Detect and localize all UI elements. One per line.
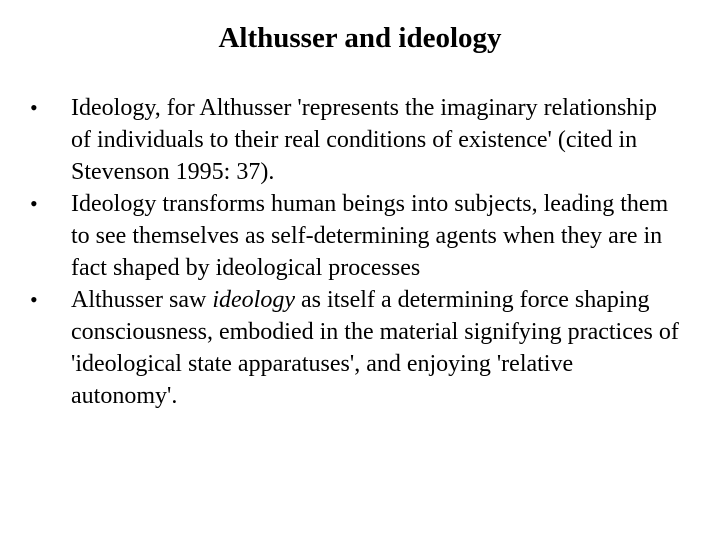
bullet-item-1 xyxy=(30,92,680,188)
bullet-icon: • xyxy=(30,191,38,216)
bullet-text-post: as itself a determining force shaping consciousness, embodied in the material signifying practices of 'ideological state apparatuses', and enjoying 'relative autonomy'. xyxy=(71,287,679,409)
bullet-text: Ideology transforms human beings into subjects, leading them to see themselves as self-determining agents when they are in fact shaped by ideological processes xyxy=(71,191,669,281)
bullet-text-pre: Althusser saw xyxy=(71,287,213,313)
bullet-icon: • xyxy=(30,287,38,312)
bullet-item-2 xyxy=(30,188,680,284)
bullet-text-emphasis: ideology xyxy=(212,287,295,313)
bullet-text: Ideology, for Althusser 'represents the imaginary relationship of individuals to their real conditions of existence' (cited in Stevenson 1995: 37). xyxy=(71,95,657,185)
bullet-icon: • xyxy=(30,95,38,120)
bullet-list xyxy=(30,92,680,412)
slide-title: Althusser and ideology xyxy=(218,22,502,54)
bullet-item-3 xyxy=(30,284,680,412)
